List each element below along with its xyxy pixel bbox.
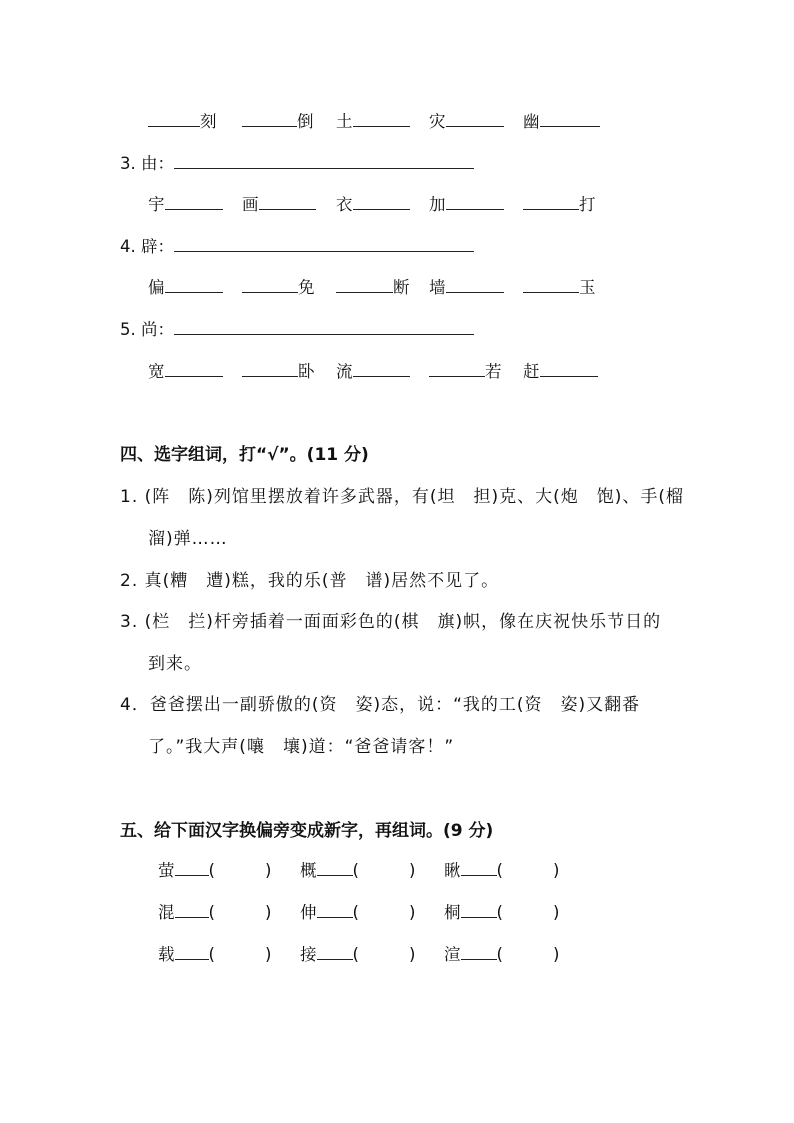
s5-item (158, 857, 271, 881)
paren-close: ) (552, 861, 560, 880)
s4-item-3-line2[interactable]: 到来。 (148, 654, 202, 674)
char: 概 (300, 861, 317, 880)
paren-close: ) (408, 945, 416, 964)
char: 若 (485, 362, 502, 381)
paren-open: ( (496, 945, 503, 964)
blank[interactable] (317, 859, 353, 876)
q3-4-row (336, 274, 410, 298)
s5-item (444, 941, 559, 965)
blank[interactable] (242, 360, 298, 377)
s4-item-2-line1[interactable]: 2. 真(糟 遭)糕，我的乐(普 谱)居然不见了。 (120, 571, 500, 591)
word-blank[interactable] (215, 943, 265, 960)
q3-tail-row (523, 108, 600, 132)
q3-tail-row (242, 108, 314, 132)
char: 加 (429, 195, 446, 214)
blank[interactable] (461, 943, 497, 960)
char: 卧 (298, 362, 315, 381)
char: 免 (298, 278, 315, 297)
s5-item (300, 857, 415, 881)
word-blank[interactable] (503, 901, 553, 918)
s5-item (444, 899, 559, 923)
blank[interactable] (317, 901, 353, 918)
blank[interactable] (540, 110, 600, 127)
paren-close: ) (264, 945, 272, 964)
char: 墙 (429, 278, 446, 297)
word-blank[interactable] (359, 943, 409, 960)
q3-3-row (429, 191, 504, 215)
blank[interactable] (165, 193, 223, 210)
char: 载 (158, 945, 175, 964)
char: 赶 (523, 362, 540, 381)
paren-open: ( (208, 903, 215, 922)
blank[interactable] (259, 193, 316, 210)
char: 渲 (444, 945, 461, 964)
paren-close: ) (552, 903, 560, 922)
blank[interactable] (446, 110, 504, 127)
blank[interactable] (336, 276, 393, 293)
q3-4-row (429, 274, 504, 298)
s5-item (300, 941, 415, 965)
paren-open: ( (352, 903, 359, 922)
char: 混 (158, 903, 175, 922)
blank[interactable] (353, 360, 410, 377)
paren-close: ) (552, 945, 560, 964)
question-label: 5. 尚： (120, 320, 174, 339)
blank[interactable] (165, 360, 223, 377)
blank[interactable] (540, 360, 598, 377)
q3-5-row (523, 358, 598, 382)
q3-tail-row (148, 108, 217, 132)
q3-3-row (523, 191, 596, 215)
paren-close: ) (264, 861, 272, 880)
q3-3-row (148, 191, 223, 215)
word-blank[interactable] (215, 901, 265, 918)
char: 桐 (444, 903, 461, 922)
paren-open: ( (208, 861, 215, 880)
blank[interactable] (461, 859, 497, 876)
char: 幽 (523, 112, 540, 131)
section5-title: 五、给下面汉字换偏旁变成新字，再组词。(9 分) (120, 821, 494, 841)
char: 刻 (200, 112, 217, 131)
q3-4-row (148, 274, 223, 298)
paren-open: ( (352, 861, 359, 880)
blank[interactable] (242, 276, 298, 293)
char: 宇 (148, 195, 165, 214)
q3-5-row (148, 358, 223, 382)
paren-close: ) (408, 903, 416, 922)
blank[interactable] (242, 110, 297, 127)
blank[interactable] (523, 276, 579, 293)
word-blank[interactable] (503, 859, 553, 876)
q3-4-label (120, 233, 474, 257)
blank[interactable] (446, 276, 504, 293)
blank[interactable] (523, 193, 579, 210)
paren-open: ( (208, 945, 215, 964)
char: 伸 (300, 903, 317, 922)
paren-close: ) (264, 903, 272, 922)
blank[interactable] (461, 901, 497, 918)
q3-5-row (242, 358, 315, 382)
s5-item (444, 857, 559, 881)
char: 萤 (158, 861, 175, 880)
blank[interactable] (175, 901, 209, 918)
s4-item-4-line1[interactable]: 4．爸爸摆出一副骄傲的(资 姿)态，说：“我的工(资 姿)又翻番 (120, 695, 641, 715)
char: 偏 (148, 278, 165, 297)
word-blank[interactable] (215, 859, 265, 876)
char: 土 (336, 112, 353, 131)
blank[interactable] (148, 110, 200, 127)
q3-5-row (336, 358, 410, 382)
blank[interactable] (446, 193, 504, 210)
blank[interactable] (165, 276, 223, 293)
s4-item-4-line2[interactable]: 了。”我大声(嚷 壤)道：“爸爸请客！” (148, 737, 455, 757)
char: 灾 (429, 112, 446, 131)
q3-3-label (120, 150, 474, 174)
q3-3-row (336, 191, 410, 215)
q3-4-row (523, 274, 596, 298)
q3-3-row (242, 191, 316, 215)
answer-line[interactable] (174, 318, 474, 335)
s4-item-3-line1[interactable]: 3. (栏 拦)杆旁插着一面面彩色的(棋 旗)帜，像在庆祝快乐节日的 (120, 612, 662, 632)
word-blank[interactable] (503, 943, 553, 960)
q3-tail-row (429, 108, 504, 132)
char: 倒 (297, 112, 314, 131)
paren-close: ) (408, 861, 416, 880)
char: 打 (579, 195, 596, 214)
blank[interactable] (175, 943, 209, 960)
q3-5-row (429, 358, 502, 382)
paren-open: ( (496, 861, 503, 880)
blank[interactable] (175, 859, 209, 876)
s4-item-1-line1[interactable]: 1. (阵 陈)列馆里摆放着许多武器，有(坦 担)克、大(炮 饱)、手(榴 (120, 487, 685, 507)
char: 玉 (579, 278, 596, 297)
section4-title: 四、选字组词，打“√”。(11 分) (120, 445, 369, 465)
char: 接 (300, 945, 317, 964)
s5-item (300, 899, 415, 923)
blank[interactable] (353, 193, 410, 210)
q3-tail-row (336, 108, 410, 132)
answer-line[interactable] (174, 235, 474, 252)
s5-item (158, 941, 271, 965)
word-blank[interactable] (359, 859, 409, 876)
char: 断 (393, 278, 410, 297)
char: 流 (336, 362, 353, 381)
q3-4-row (242, 274, 315, 298)
char: 衣 (336, 195, 353, 214)
blank[interactable] (429, 360, 485, 377)
char: 宽 (148, 362, 165, 381)
char: 瞅 (444, 861, 461, 880)
paren-open: ( (496, 903, 503, 922)
char: 画 (242, 195, 259, 214)
question-label: 4. 辟： (120, 237, 174, 256)
blank[interactable] (353, 110, 410, 127)
paren-open: ( (352, 945, 359, 964)
word-blank[interactable] (359, 901, 409, 918)
s4-item-1-line2[interactable]: 溜)弹…… (148, 529, 228, 549)
blank[interactable] (317, 943, 353, 960)
q3-5-label (120, 316, 474, 340)
answer-line[interactable] (174, 152, 474, 169)
s5-item (158, 899, 271, 923)
question-label: 3. 由： (120, 154, 174, 173)
